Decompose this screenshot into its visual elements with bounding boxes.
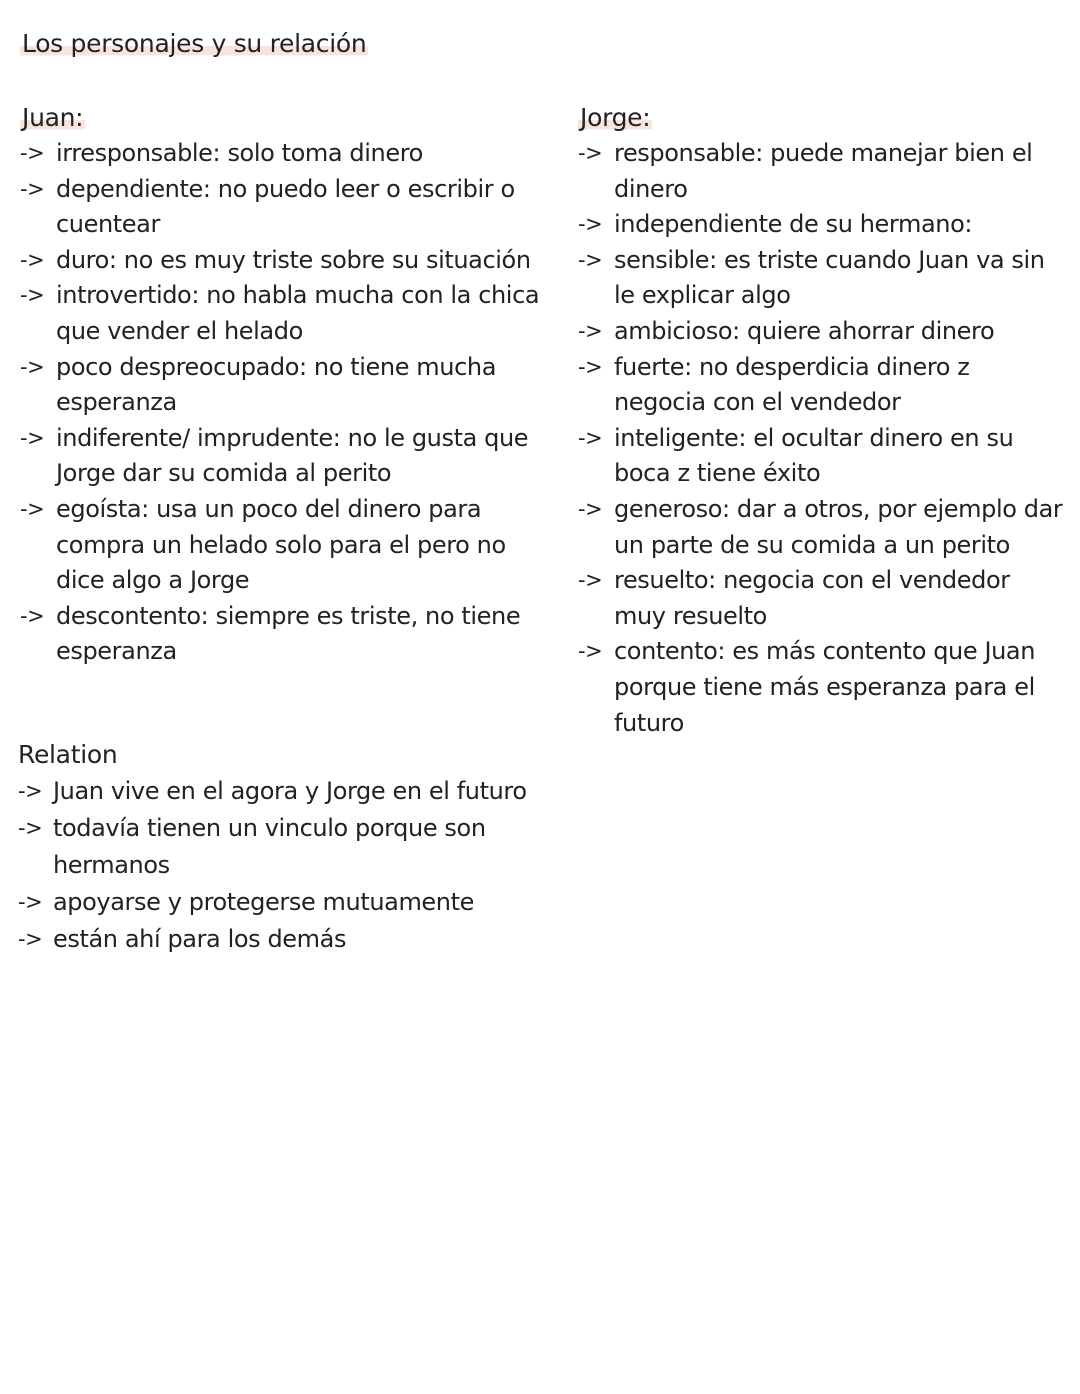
page-title-text: Los personajes y su relación: [22, 29, 367, 58]
arrow-icon: ->: [18, 779, 43, 803]
list-item-text: sensible: es triste cuando Juan va sin le explicar algo: [614, 245, 1045, 310]
list-item: [578, 136, 1068, 207]
list-item-text: egoísta: usa un poco del dinero para compra un helado solo para el pero no dice algo a Jorge: [56, 494, 506, 595]
list-item: [578, 350, 1068, 421]
list-item: [20, 492, 540, 599]
arrow-icon: ->: [578, 496, 603, 521]
arrow-icon: ->: [578, 318, 603, 343]
list-item-text: resuelto: negocia con el vendedor muy resuelto: [614, 566, 1010, 630]
arrow-icon: ->: [578, 425, 603, 450]
list-item: [20, 172, 540, 243]
list-item-text: poco despreocupado: no tiene mucha esperanza: [56, 352, 497, 417]
list-item: [20, 599, 540, 670]
list-item-text: duro: no es muy triste sobre su situación: [56, 245, 531, 274]
page-title: [20, 26, 368, 62]
arrow-icon: ->: [20, 603, 45, 628]
list-item-text: fuerte: no desperdicia dinero z negocia con el vendedor: [614, 352, 970, 417]
list-item-text: están ahí para los demás: [53, 925, 347, 953]
arrow-icon: ->: [578, 141, 603, 165]
relation-section: [18, 737, 578, 958]
jorge-heading-text: Jorge:: [580, 103, 651, 132]
arrow-icon: ->: [18, 927, 43, 951]
list-item: [578, 492, 1068, 563]
list-item: [578, 634, 1068, 741]
list-item: [18, 773, 578, 810]
arrow-icon: ->: [20, 176, 45, 201]
juan-heading: [20, 100, 540, 136]
list-item: [20, 421, 540, 492]
list-item-text: todavía tienen un vinculo porque son hermanos: [53, 814, 486, 879]
juan-traits-list: [20, 136, 540, 670]
list-item-text: descontento: siempre es triste, no tiene esperanza: [56, 601, 521, 666]
list-item-text: indiferente/ imprudente: no le gusta que Jorge dar su comida al perito: [56, 423, 529, 488]
list-item-text: Juan vive en el agora y Jorge en el futuro: [53, 777, 527, 805]
arrow-icon: ->: [20, 354, 45, 379]
arrow-icon: ->: [18, 816, 43, 840]
arrow-icon: ->: [578, 354, 603, 379]
list-item: [18, 810, 578, 884]
relation-list: [18, 773, 578, 958]
list-item-text: responsable: puede manejar bien el dinero: [614, 139, 1033, 203]
list-item: [578, 207, 1068, 243]
arrow-icon: ->: [20, 283, 45, 308]
jorge-heading: [578, 100, 1068, 136]
list-item: [18, 921, 578, 958]
arrow-icon: ->: [578, 568, 603, 593]
jorge-traits-list: [578, 136, 1068, 741]
arrow-icon: ->: [578, 639, 603, 664]
arrow-icon: ->: [578, 247, 603, 272]
list-item: [20, 350, 540, 421]
list-item-text: irresponsable: solo toma dinero: [56, 139, 423, 167]
relation-heading: Relation: [18, 740, 118, 769]
list-item-text: apoyarse y protegerse mutuamente: [53, 888, 474, 916]
list-item-text: generoso: dar a otros, por ejemplo dar un parte de su comida a un perito: [614, 494, 1063, 559]
list-item-text: ambicioso: quiere ahorrar dinero: [614, 316, 995, 345]
list-item: [578, 243, 1068, 314]
arrow-icon: ->: [18, 890, 43, 914]
arrow-icon: ->: [20, 425, 45, 450]
list-item: [18, 884, 578, 921]
list-item-text: introvertido: no habla mucha con la chica que vender el helado: [56, 281, 540, 345]
list-item-text: inteligente: el ocultar dinero en su boca z tiene éxito: [614, 423, 1014, 488]
juan-section: [20, 100, 540, 670]
juan-heading-text: Juan:: [22, 103, 84, 132]
list-item: [578, 314, 1068, 350]
arrow-icon: ->: [20, 247, 45, 272]
list-item: [578, 421, 1068, 492]
arrow-icon: ->: [20, 496, 45, 521]
list-item: [20, 136, 540, 172]
list-item: [20, 243, 540, 279]
list-item-text: dependiente: no puedo leer o escribir o cuentear: [56, 174, 515, 239]
list-item: [578, 563, 1068, 634]
list-item-text: independiente de su hermano:: [614, 210, 973, 239]
arrow-icon: ->: [578, 212, 603, 237]
list-item-text: contento: es más contento que Juan porque tiene más esperanza para el futuro: [614, 637, 1036, 737]
list-item: [20, 278, 540, 349]
jorge-section: [578, 100, 1068, 741]
arrow-icon: ->: [20, 141, 45, 165]
